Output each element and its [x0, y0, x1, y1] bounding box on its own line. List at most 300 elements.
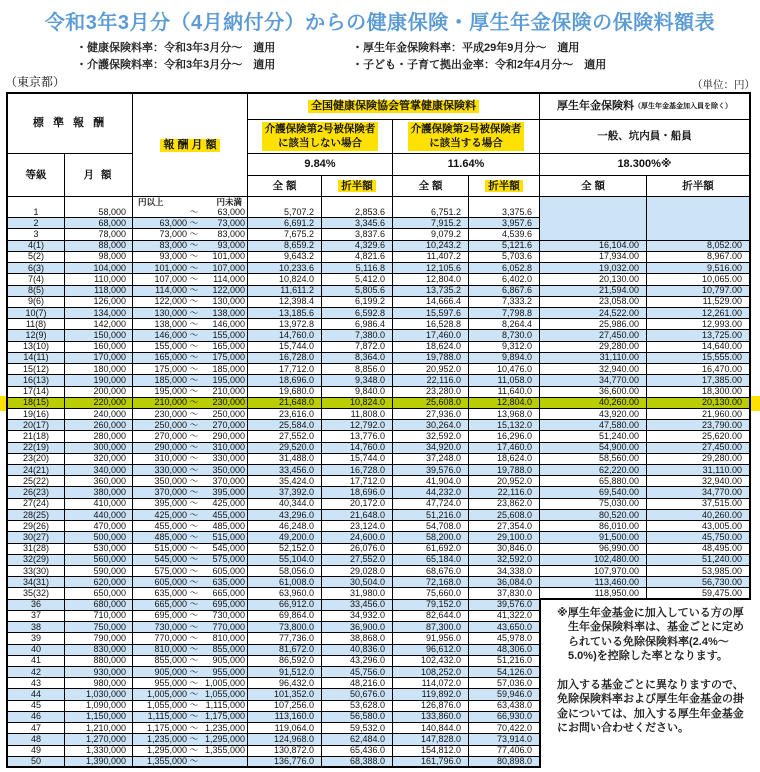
health-full-cell: 46,248.0 [248, 521, 322, 532]
kaigo-full-cell: 27,936.0 [393, 409, 469, 420]
grade-cell: 33(30) [8, 566, 65, 577]
health-half-cell: 56,580.0 [322, 712, 393, 723]
monthly-amount-cell: 104,000 [65, 263, 133, 274]
col-header-half-2: 折半額 [469, 176, 540, 197]
kaigo-half-cell: 34,338.0 [469, 566, 540, 577]
health-full-cell: 43,296.0 [248, 510, 322, 521]
pension-half-cell: 34,770.00 [647, 487, 751, 498]
health-half-cell: 59,532.0 [322, 723, 393, 734]
monthly-amount-cell: 930,000 [65, 667, 133, 678]
kaigo-half-cell: 6,402.0 [469, 274, 540, 285]
kaigo-full-cell: 7,915.2 [393, 218, 469, 229]
kaigo-half-cell: 7,798.8 [469, 308, 540, 319]
kaigo-full-cell: 102,432.0 [393, 656, 469, 667]
grade-cell: 7(4) [8, 274, 65, 285]
kaigo-half-cell: 16,296.0 [469, 431, 540, 442]
pension-full-cell: 51,240.00 [540, 431, 647, 442]
monthly-amount-cell: 200,000 [65, 387, 133, 398]
pension-half-cell: 10,797.00 [647, 286, 751, 297]
monthly-amount-cell: 170,000 [65, 353, 133, 364]
pension-half-cell: 56,730.00 [647, 577, 751, 588]
kaigo-half-cell: 4,539.6 [469, 229, 540, 240]
reward-range-cell: ～ 63,000 [133, 207, 248, 218]
health-full-cell: 69,864.0 [248, 611, 322, 622]
health-full-cell: 13,972.8 [248, 319, 322, 330]
pension-half-cell: 32,940.00 [647, 476, 751, 487]
monthly-amount-cell: 98,000 [65, 252, 133, 263]
reward-range-cell: 905,000 ～ 955,000 [133, 667, 248, 678]
health-full-cell: 19,680.0 [248, 387, 322, 398]
reward-range-cell: 310,000 ～ 330,000 [133, 454, 248, 465]
pension-half-cell: 27,450.00 [647, 443, 751, 454]
kaigo-full-cell: 11,407.2 [393, 252, 469, 263]
kaigo-full-cell: 65,184.0 [393, 555, 469, 566]
pension-half-cell: 8,967.00 [647, 252, 751, 263]
grade-cell: 31(28) [8, 544, 65, 555]
health-full-cell: 35,424.0 [248, 476, 322, 487]
monthly-amount-cell: 980,000 [65, 678, 133, 689]
health-full-cell: 23,616.0 [248, 409, 322, 420]
health-half-cell: 5,116.8 [322, 263, 393, 274]
monthly-amount-cell: 790,000 [65, 633, 133, 644]
grade-cell: 16(13) [8, 375, 65, 386]
kaigo-full-cell: 20,952.0 [393, 364, 469, 375]
health-half-cell: 68,388.0 [322, 757, 393, 768]
kaigo-half-cell: 37,830.0 [469, 588, 540, 599]
kaigo-full-cell: 25,608.0 [393, 398, 469, 409]
monthly-amount-cell: 710,000 [65, 611, 133, 622]
kaigo-half-cell: 63,438.0 [469, 701, 540, 712]
monthly-amount-cell: 590,000 [65, 566, 133, 577]
kaigo-full-cell: 17,460.0 [393, 330, 469, 341]
monthly-amount-cell: 1,150,000 [65, 712, 133, 723]
pension-full-cell: 47,580.00 [540, 420, 647, 431]
kaigo-half-cell: 29,100.0 [469, 532, 540, 543]
health-half-cell: 18,696.0 [322, 487, 393, 498]
monthly-amount-cell: 220,000 [65, 398, 133, 409]
reward-range-cell: 810,000 ～ 855,000 [133, 645, 248, 656]
monthly-amount-cell: 68,000 [65, 218, 133, 229]
grade-cell: 27(24) [8, 499, 65, 510]
kaigo-half-cell: 43,650.0 [469, 622, 540, 633]
grade-cell: 20(17) [8, 420, 65, 431]
monthly-amount-cell: 500,000 [65, 532, 133, 543]
unit-label: （単位：円） [692, 79, 755, 91]
reward-range-cell: 485,000 ～ 515,000 [133, 532, 248, 543]
health-half-cell: 36,900.0 [322, 622, 393, 633]
health-half-cell: 24,600.0 [322, 532, 393, 543]
grade-cell: 49 [8, 746, 65, 757]
pension-half-cell: 40,260.00 [647, 510, 751, 521]
reward-range-cell: 270,000 ～ 290,000 [133, 431, 248, 442]
monthly-amount-cell: 1,330,000 [65, 746, 133, 757]
pension-full-cell: 96,990.00 [540, 544, 647, 555]
pension-half-cell: 29,280.00 [647, 454, 751, 465]
pension-full-cell: 29,280.00 [540, 342, 647, 353]
health-half-cell: 5,805.6 [322, 286, 393, 297]
monthly-amount-cell: 410,000 [65, 499, 133, 510]
health-half-cell: 23,124.0 [322, 521, 393, 532]
kaigo-full-cell: 79,152.0 [393, 600, 469, 611]
reward-range-cell: 455,000 ～ 485,000 [133, 521, 248, 532]
monthly-amount-cell: 300,000 [65, 443, 133, 454]
reward-range-cell: 770,000 ～ 810,000 [133, 633, 248, 644]
health-half-cell: 9,348.0 [322, 375, 393, 386]
kaigo-half-cell: 6,052.8 [469, 263, 540, 274]
health-full-cell: 31,488.0 [248, 454, 322, 465]
pension-half-cell: 9,516.00 [647, 263, 751, 274]
reward-range-cell: 146,000 ～ 155,000 [133, 330, 248, 341]
prefecture-label: （東京都） [5, 75, 66, 89]
pension-full-cell: 25,986.00 [540, 319, 647, 330]
monthly-amount-cell: 58,000 [65, 207, 133, 218]
grade-cell: 36 [8, 600, 65, 611]
pension-full-cell: 86,010.00 [540, 521, 647, 532]
reward-range-cell: 730,000 ～ 770,000 [133, 622, 248, 633]
reward-range-cell: 122,000 ～ 130,000 [133, 297, 248, 308]
grade-cell: 2 [8, 218, 65, 229]
kaigo-half-cell: 11,640.0 [469, 387, 540, 398]
kaigo-full-cell: 30,264.0 [393, 420, 469, 431]
monthly-amount-cell: 280,000 [65, 431, 133, 442]
health-full-cell: 10,824.0 [248, 274, 322, 285]
health-full-cell: 40,344.0 [248, 499, 322, 510]
health-half-cell: 4,329.6 [322, 241, 393, 252]
pension-blank-half [647, 197, 751, 241]
pension-full-cell: 31,110.00 [540, 353, 647, 364]
pension-half-cell: 18,300.00 [647, 387, 751, 398]
kaigo-full-cell: 9,079.2 [393, 229, 469, 240]
grade-cell: 40 [8, 645, 65, 656]
health-half-cell: 15,744.0 [322, 454, 393, 465]
health-half-cell: 43,296.0 [322, 656, 393, 667]
mini-cell-monthly [65, 197, 133, 207]
bullet-kodomo-rate: ・子ども・子育て拠出金率：令和2年4月分～ 適用 [352, 59, 607, 71]
kaigo-half-cell: 30,846.0 [469, 544, 540, 555]
grade-cell: 10(7) [8, 308, 65, 319]
kaigo-half-cell: 13,968.0 [469, 409, 540, 420]
health-half-cell: 20,172.0 [322, 499, 393, 510]
grade-cell: 45 [8, 701, 65, 712]
health-half-cell: 40,836.0 [322, 645, 393, 656]
monthly-amount-cell: 260,000 [65, 420, 133, 431]
reward-range-cell: 290,000 ～ 310,000 [133, 443, 248, 454]
kaigo-full-cell: 114,072.0 [393, 678, 469, 689]
health-full-cell: 37,392.0 [248, 487, 322, 498]
kaigo-full-cell: 12,105.6 [393, 263, 469, 274]
reward-range-cell: 330,000 ～ 350,000 [133, 465, 248, 476]
kaigo-full-cell: 14,666.4 [393, 297, 469, 308]
reward-range-cell: 1,295,000 ～ 1,355,000 [133, 746, 248, 757]
col-header-half-3: 折半額 [647, 176, 751, 197]
health-full-cell: 10,233.6 [248, 263, 322, 274]
health-half-cell: 48,216.0 [322, 678, 393, 689]
grade-cell: 12(9) [8, 330, 65, 341]
page-title: 令和3年3月分（4月納付分）からの健康保険・厚生年金保険の保険料額表 [44, 12, 716, 34]
health-full-cell: 14,760.0 [248, 330, 322, 341]
health-half-cell: 8,856.0 [322, 364, 393, 375]
grade-cell: 32(29) [8, 555, 65, 566]
grade-cell: 25(22) [8, 476, 65, 487]
reward-range-cell: 350,000 ～ 370,000 [133, 476, 248, 487]
grade-cell: 37 [8, 611, 65, 622]
health-half-cell: 6,592.8 [322, 308, 393, 319]
monthly-amount-cell: 240,000 [65, 409, 133, 420]
health-half-cell: 21,648.0 [322, 510, 393, 521]
pension-full-cell: 69,540.00 [540, 487, 647, 498]
health-half-cell: 3,837.6 [322, 229, 393, 240]
kaigo-full-cell: 108,252.0 [393, 667, 469, 678]
grade-cell: 5(2) [8, 252, 65, 263]
health-half-cell: 7,872.0 [322, 342, 393, 353]
grade-cell: 38 [8, 622, 65, 633]
reward-range-cell: 635,000 ～ 665,000 [133, 588, 248, 599]
col-header-kyokai-kenpo: 全国健康保険協会管掌健康保険料 [248, 94, 540, 120]
reward-range-cell: 195,000 ～ 210,000 [133, 387, 248, 398]
kaigo-half-cell: 3,957.6 [469, 218, 540, 229]
col-header-full-1: 全 額 [248, 176, 322, 197]
kaigo-half-cell: 20,952.0 [469, 476, 540, 487]
reward-range-cell: 695,000 ～ 730,000 [133, 611, 248, 622]
reward-range-cell: 138,000 ～ 146,000 [133, 319, 248, 330]
pension-full-cell: 91,500.00 [540, 532, 647, 543]
health-full-cell: 27,552.0 [248, 431, 322, 442]
kaigo-half-cell: 66,930.0 [469, 712, 540, 723]
kaigo-half-cell: 41,322.0 [469, 611, 540, 622]
grade-cell: 35(32) [8, 588, 65, 599]
pension-full-cell: 20,130.00 [540, 274, 647, 285]
kaigo-full-cell: 54,708.0 [393, 521, 469, 532]
grade-cell: 26(23) [8, 487, 65, 498]
pension-half-cell: 23,790.00 [647, 420, 751, 431]
kaigo-full-cell: 82,644.0 [393, 611, 469, 622]
reward-range-cell: 93,000 ～ 101,000 [133, 252, 248, 263]
health-half-cell: 34,932.0 [322, 611, 393, 622]
pension-half-cell: 43,005.00 [647, 521, 751, 532]
reward-range-cell: 83,000 ～ 93,000 [133, 241, 248, 252]
reward-range-cell: 575,000 ～ 605,000 [133, 566, 248, 577]
kaigo-half-cell: 57,036.0 [469, 678, 540, 689]
monthly-amount-cell: 320,000 [65, 454, 133, 465]
bullet-health-rate: ・健康保険料率：令和3年3月分～ 適用 [76, 42, 276, 54]
health-full-cell: 86,592.0 [248, 656, 322, 667]
grade-cell: 8(5) [8, 286, 65, 297]
monthly-amount-cell: 134,000 [65, 308, 133, 319]
pension-half-cell: 11,529.00 [647, 297, 751, 308]
monthly-amount-cell: 1,030,000 [65, 689, 133, 700]
kaigo-full-cell: 23,280.0 [393, 387, 469, 398]
kaigo-half-cell: 77,406.0 [469, 746, 540, 757]
monthly-amount-cell: 126,000 [65, 297, 133, 308]
monthly-amount-cell: 160,000 [65, 342, 133, 353]
pension-half-cell: 51,240.00 [647, 555, 751, 566]
kaigo-full-cell: 91,956.0 [393, 633, 469, 644]
col-header-kosei-nenkin: 厚生年金保険料 （厚生年金基金加入員を除く） [540, 94, 751, 120]
pension-half-cell: 45,750.00 [647, 532, 751, 543]
reward-range-cell: 165,000 ～ 175,000 [133, 353, 248, 364]
pension-half-cell: 20,130.00 [647, 398, 751, 409]
reward-range-cell: 425,000 ～ 455,000 [133, 510, 248, 521]
kaigo-half-cell: 12,804.0 [469, 398, 540, 409]
grade-cell: 19(16) [8, 409, 65, 420]
kaigo-full-cell: 87,300.0 [393, 622, 469, 633]
kaigo-half-cell: 39,576.0 [469, 600, 540, 611]
reward-range-cell: 101,000 ～ 107,000 [133, 263, 248, 274]
grade-cell: 9(6) [8, 297, 65, 308]
pension-blank-full [540, 197, 647, 241]
reward-range-cell: 1,175,000 ～ 1,235,000 [133, 723, 248, 734]
health-full-cell: 66,912.0 [248, 600, 322, 611]
health-full-cell: 77,736.0 [248, 633, 322, 644]
grade-cell: 13(10) [8, 342, 65, 353]
kaigo-full-cell: 37,248.0 [393, 454, 469, 465]
kaigo-half-cell: 48,306.0 [469, 645, 540, 656]
health-full-cell: 61,008.0 [248, 577, 322, 588]
bullet-pension-rate: ・厚生年金保険料率：平成29年9月分～ 適用 [352, 42, 580, 54]
kaigo-half-cell: 80,898.0 [469, 757, 540, 768]
kaigo-half-cell: 3,375.6 [469, 207, 540, 218]
grade-cell: 48 [8, 734, 65, 745]
pension-full-cell: 27,450.00 [540, 330, 647, 341]
reward-range-cell: 605,000 ～ 635,000 [133, 577, 248, 588]
grade-cell: 34(31) [8, 577, 65, 588]
health-full-cell: 8,659.2 [248, 241, 322, 252]
pension-full-cell: 58,560.00 [540, 454, 647, 465]
health-half-cell: 13,776.0 [322, 431, 393, 442]
kaigo-full-cell: 13,735.2 [393, 286, 469, 297]
reward-range-cell: 1,235,000 ～ 1,295,000 [133, 734, 248, 745]
kaigo-full-cell: 154,812.0 [393, 746, 469, 757]
grade-cell: 43 [8, 678, 65, 689]
reward-range-cell: 175,000 ～ 185,000 [133, 364, 248, 375]
kaigo-full-cell: 140,844.0 [393, 723, 469, 734]
yen-range-labels: 円以上 円未満 [133, 197, 248, 207]
kaigo-full-cell: 161,796.0 [393, 757, 469, 768]
grade-cell: 46 [8, 712, 65, 723]
health-full-cell: 7,675.2 [248, 229, 322, 240]
kaigo-half-cell: 22,116.0 [469, 487, 540, 498]
health-full-cell: 107,256.0 [248, 701, 322, 712]
health-full-cell: 130,872.0 [248, 746, 322, 757]
pension-full-cell: 113,460.00 [540, 577, 647, 588]
health-full-cell: 81,672.0 [248, 645, 322, 656]
pension-half-cell: 59,475.00 [647, 588, 751, 599]
health-half-cell: 4,821.6 [322, 252, 393, 263]
reward-range-cell: 665,000 ～ 695,000 [133, 600, 248, 611]
rate-bullets-right [352, 40, 606, 74]
kaigo-full-cell: 22,116.0 [393, 375, 469, 386]
kaigo-full-cell: 68,676.0 [393, 566, 469, 577]
kaigo-full-cell: 147,828.0 [393, 734, 469, 745]
col-header-full-2: 全 額 [393, 176, 469, 197]
health-half-cell: 29,028.0 [322, 566, 393, 577]
health-half-cell: 16,728.0 [322, 465, 393, 476]
kaigo-half-cell: 19,788.0 [469, 465, 540, 476]
health-full-cell: 124,968.0 [248, 734, 322, 745]
pension-full-cell: 21,594.00 [540, 286, 647, 297]
pension-half-cell: 37,515.00 [647, 499, 751, 510]
kaigo-half-cell: 17,460.0 [469, 443, 540, 454]
kaigo-full-cell: 16,528.8 [393, 319, 469, 330]
health-half-cell: 17,712.0 [322, 476, 393, 487]
premium-table [6, 92, 751, 768]
pension-half-cell: 12,993.00 [647, 319, 751, 330]
kaigo-half-cell: 6,867.6 [469, 286, 540, 297]
kaigo-full-cell: 75,660.0 [393, 588, 469, 599]
grade-cell: 14(11) [8, 353, 65, 364]
kaigo-half-cell: 5,121.6 [469, 241, 540, 252]
kaigo-full-cell: 58,200.0 [393, 532, 469, 543]
pension-full-cell: 19,032.00 [540, 263, 647, 274]
health-half-cell: 62,484.0 [322, 734, 393, 745]
health-half-cell: 6,199.2 [322, 297, 393, 308]
health-full-cell: 91,512.0 [248, 667, 322, 678]
reward-range-cell: 155,000 ～ 165,000 [133, 342, 248, 353]
mini-cell-5 [322, 197, 393, 207]
kaigo-full-cell: 44,232.0 [393, 487, 469, 498]
grade-cell: 24(21) [8, 465, 65, 476]
kaigo-half-cell: 70,422.0 [469, 723, 540, 734]
mini-cell-6 [393, 197, 469, 207]
monthly-amount-cell: 750,000 [65, 622, 133, 633]
health-full-cell: 33,456.0 [248, 465, 322, 476]
pension-half-cell: 15,555.00 [647, 353, 751, 364]
grade-cell: 39 [8, 633, 65, 644]
pension-full-cell: 24,522.00 [540, 308, 647, 319]
kaigo-full-cell: 6,751.2 [393, 207, 469, 218]
health-half-cell: 12,792.0 [322, 420, 393, 431]
kaigo-full-cell: 47,724.0 [393, 499, 469, 510]
monthly-amount-cell: 650,000 [65, 588, 133, 599]
kaigo-full-cell: 51,216.0 [393, 510, 469, 521]
pension-full-cell: 32,940.00 [540, 364, 647, 375]
kaigo-half-cell: 8,730.0 [469, 330, 540, 341]
reward-range-cell: 545,000 ～ 575,000 [133, 555, 248, 566]
kaigo-full-cell: 41,904.0 [393, 476, 469, 487]
grade-cell: 11(8) [8, 319, 65, 330]
note-paragraph-1: ※厚生年金基金に加入している方の厚生年金保険料率は、基金ごとに定められている免除保険料率(2.4%～5.0%)を控除した率となります。 [557, 606, 744, 663]
pension-full-cell: 54,900.00 [540, 443, 647, 454]
kaigo-full-cell: 72,168.0 [393, 577, 469, 588]
monthly-amount-cell: 380,000 [65, 487, 133, 498]
monthly-amount-cell: 1,270,000 [65, 734, 133, 745]
col-header-grade: 等級 [8, 154, 65, 197]
health-full-cell: 5,707.2 [248, 207, 322, 218]
monthly-amount-cell: 440,000 [65, 510, 133, 521]
kaigo-full-cell: 119,892.0 [393, 689, 469, 700]
pension-full-cell: 75,030.00 [540, 499, 647, 510]
health-half-cell: 65,436.0 [322, 746, 393, 757]
health-half-cell: 27,552.0 [322, 555, 393, 566]
health-full-cell: 52,152.0 [248, 544, 322, 555]
pension-half-cell: 10,065.00 [647, 274, 751, 285]
health-full-cell: 55,104.0 [248, 555, 322, 566]
monthly-amount-cell: 118,000 [65, 286, 133, 297]
kaigo-full-cell: 96,612.0 [393, 645, 469, 656]
health-half-cell: 10,824.0 [322, 398, 393, 409]
health-full-cell: 58,056.0 [248, 566, 322, 577]
reward-range-cell: 515,000 ～ 545,000 [133, 544, 248, 555]
health-full-cell: 119,064.0 [248, 723, 322, 734]
health-half-cell: 6,986.4 [322, 319, 393, 330]
health-full-cell: 15,744.0 [248, 342, 322, 353]
pension-full-cell: 36,600.00 [540, 387, 647, 398]
reward-range-cell: 1,055,000 ～ 1,115,000 [133, 701, 248, 712]
health-full-cell: 21,648.0 [248, 398, 322, 409]
kaigo-half-cell: 45,978.0 [469, 633, 540, 644]
monthly-amount-cell: 360,000 [65, 476, 133, 487]
health-full-cell: 63,960.0 [248, 588, 322, 599]
